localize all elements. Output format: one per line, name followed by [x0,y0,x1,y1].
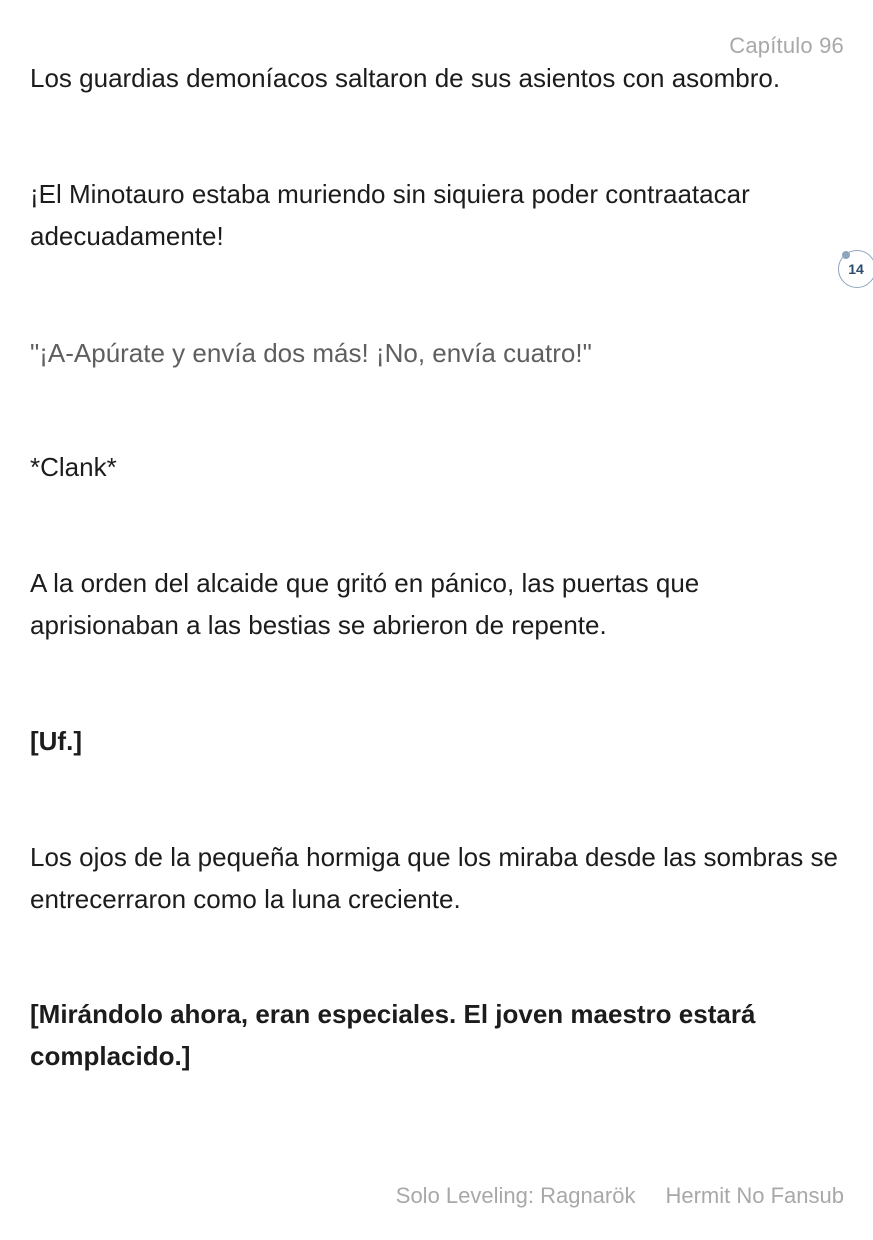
paragraph: *Clank* [30,452,117,482]
telepathic-line: [Uf.] [30,726,82,756]
paragraph: Los ojos de la pequeña hormiga que los miraba desde las sombras se entrecerraron como la luna creciente. [30,842,838,914]
translator-credit: Hermit No Fansub [665,1183,844,1208]
footer [396,1183,844,1209]
paragraph: ¡El Minotauro estaba muriendo sin siquiera poder contraatacar adecuadamente! [30,179,750,251]
book-title: Solo Leveling: Ragnarök [395,1183,636,1208]
page-indicator[interactable] [838,250,873,288]
chapter-title: Capítulo 96 [729,33,844,58]
telepathic-line: [Mirándolo ahora, eran especiales. El joven maestro estará complacido.] [30,999,756,1071]
paragraph: Los guardias demoníacos saltaron de sus asientos con asombro. [30,63,781,93]
paragraph: A la orden del alcaide que gritó en pánico, las puertas que aprisionaban a las bestias se abrieron de repente. [30,568,700,640]
page-number: 14 [848,261,864,277]
progress-dot-icon [842,251,850,259]
dialogue-line: "¡A-Apúrate y envía dos más! ¡No, envía cuatro!" [30,338,592,368]
